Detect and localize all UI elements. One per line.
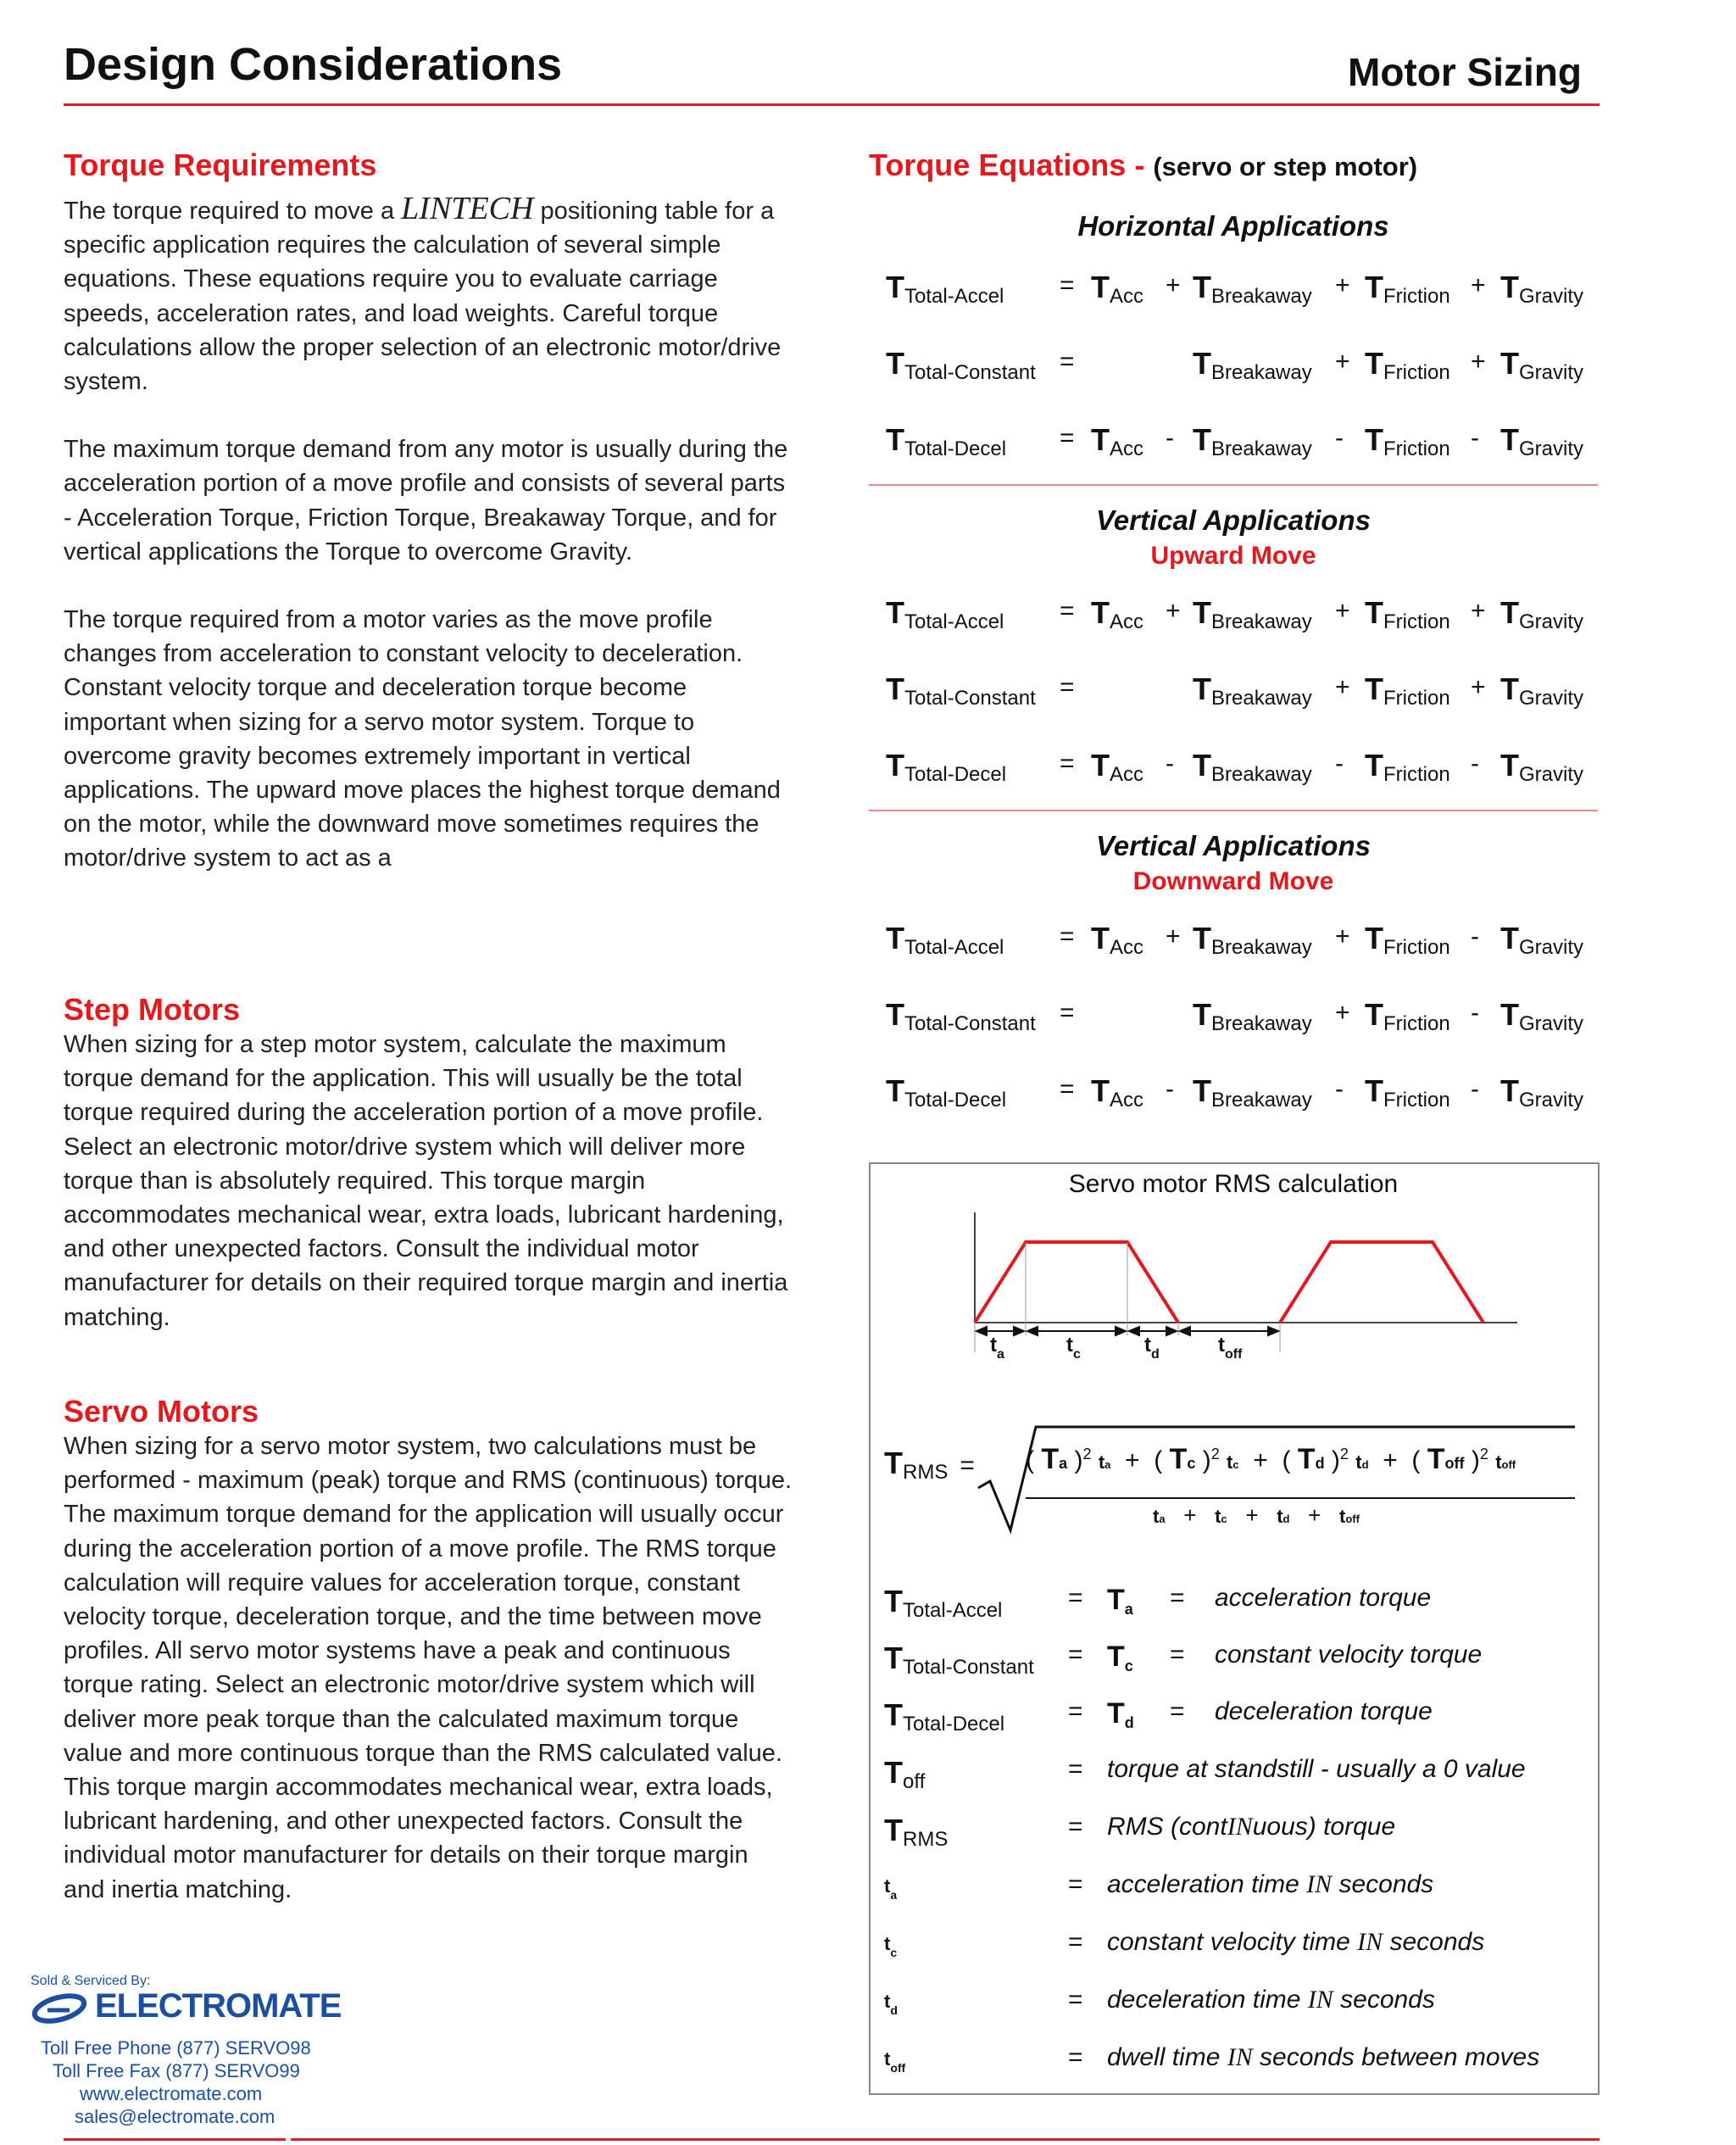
acc-term: TAcc bbox=[1091, 921, 1144, 959]
operator: - bbox=[1471, 999, 1479, 1027]
operator: + bbox=[1335, 673, 1350, 701]
operator: + bbox=[1471, 348, 1486, 376]
def-tc: $t_c$ = constant velocity time IN seconds bbox=[884, 1928, 1485, 1959]
servo-motors-body: When sizing for a servo motor system, two calculations must be performed - maximum (peak) torque and RMS (continuous) torque. The maximum torque demand for the application will usually occur during the acceleration portion of a move profile. The RMS torque calculation will require values for acceleration torque, constant velocity torque, deceleration torque, and the time between move profiles. All servo motor systems have a peak and continuous torque rating. Select an electronic motor/drive system which will deliver more peak torque than the calculated maximum torque value and more continuous torque than the RMS calculated value. This torque margin accommodates mechanical wear, extra loads, lubricant hardening, and other unexpected factors. Consult the individual motor manufacturer for details on their torque margin and inertia matching. bbox=[64, 1433, 793, 1903]
gravity-term: TGravity bbox=[1500, 346, 1584, 384]
step-motors-heading: Step Motors bbox=[64, 992, 241, 1027]
equals: = bbox=[1060, 749, 1075, 777]
rms-box-title: Servo motor RMS calculation bbox=[1068, 1170, 1399, 1198]
p1-start: The torque required to move a bbox=[64, 198, 402, 225]
operator: + bbox=[1335, 999, 1350, 1027]
torque-equation-row bbox=[886, 1073, 1598, 1116]
gravity-term: TGravity bbox=[1500, 921, 1584, 959]
website-link[interactable]: www.electromate.com bbox=[80, 2083, 263, 2104]
operator: + bbox=[1335, 348, 1350, 376]
toll-free-fax: Toll Free Fax (877) SERVO99 bbox=[53, 2060, 300, 2081]
header-rule bbox=[64, 103, 1600, 106]
operator: - bbox=[1471, 1075, 1479, 1103]
torque-equation-row bbox=[886, 346, 1598, 388]
footer-rule bbox=[64, 2138, 286, 2141]
gravity-term: TGravity bbox=[1500, 671, 1584, 710]
operator: + bbox=[1166, 597, 1181, 625]
operator: - bbox=[1471, 424, 1479, 452]
rms-denominator: ta + tc + td + toff bbox=[1153, 1502, 1360, 1528]
equals: = bbox=[1060, 424, 1075, 452]
vertical-down-title: Vertical Applications bbox=[1096, 830, 1371, 861]
equals: = bbox=[1060, 271, 1075, 299]
torque-equation-row bbox=[886, 270, 1598, 312]
friction-term: TFriction bbox=[1365, 997, 1450, 1035]
torque-equation-row bbox=[886, 595, 1598, 638]
torque-equation-row bbox=[886, 748, 1598, 790]
operator: + bbox=[1335, 922, 1350, 950]
breakaway-term: TBreakaway bbox=[1193, 921, 1312, 959]
lintech-brand: LINTECH bbox=[401, 191, 534, 226]
breakaway-term: TBreakaway bbox=[1193, 270, 1312, 308]
lhs-term: TTotal-Accel bbox=[886, 595, 1004, 633]
gravity-term: TGravity bbox=[1500, 997, 1584, 1035]
torque-equations-heading bbox=[869, 148, 1417, 183]
acc-term: TAcc bbox=[1091, 422, 1144, 460]
def-trms: $T_{RMS}$ = RMS (contINuous) torque bbox=[884, 1813, 1396, 1851]
divider bbox=[869, 810, 1598, 811]
operator: + bbox=[1166, 271, 1181, 299]
friction-term: TFriction bbox=[1365, 921, 1450, 959]
operator: - bbox=[1335, 1075, 1344, 1103]
breakaway-term: TBreakaway bbox=[1193, 1073, 1312, 1112]
lhs-term: TTotal-Accel bbox=[886, 270, 1004, 308]
def-td: $t_d$ = deceleration time IN seconds bbox=[884, 1986, 1435, 2017]
equals: = bbox=[1060, 1075, 1075, 1103]
friction-term: TFriction bbox=[1365, 1073, 1450, 1112]
toll-free-phone: Toll Free Phone (877) SERVO98 bbox=[41, 2037, 311, 2059]
acc-term: TAcc bbox=[1091, 748, 1144, 786]
trms-lhs: TRMS = bbox=[884, 1446, 975, 1484]
gravity-term: TGravity bbox=[1500, 422, 1584, 460]
step-motors-body: When sizing for a step motor system, calculate the maximum torque demand for the application. This will usually be the total torque required during the acceleration portion of a move profile. Select an electronic motor/drive system which will deliver more torque than is absolutely required. This torque margin accommodates mechanical wear, extra loads, lubricant hardening, and other unexpected factors. Consult the individual motor manufacturer for details on their required torque margin and inertia matching. bbox=[64, 1031, 788, 1331]
servo-motors-heading: Servo Motors bbox=[64, 1394, 259, 1429]
operator: - bbox=[1335, 424, 1344, 452]
lhs-term: TTotal-Decel bbox=[886, 748, 1007, 786]
move-profile-diagram bbox=[966, 1208, 1526, 1378]
equals: = bbox=[1060, 348, 1075, 376]
operator: - bbox=[1471, 749, 1479, 777]
operator: - bbox=[1166, 749, 1174, 777]
divider bbox=[869, 484, 1598, 486]
equals: = bbox=[1060, 673, 1075, 701]
rms-numerator: ( Ta )$^2$ ta + ( Tc )$^2$ tc + ( Td )$^2$ td + ( Toff )$^2$ toff bbox=[1026, 1443, 1516, 1475]
move-profile-2 bbox=[1280, 1242, 1483, 1323]
ta-label: $t_a$ bbox=[990, 1334, 1004, 1362]
operator: + bbox=[1471, 673, 1486, 701]
breakaway-term: TBreakaway bbox=[1193, 422, 1312, 460]
paragraph-2: The maximum torque demand from any motor is usually during the acceleration portion of a move profile and consists of several parts - Acceleration Torque, Friction Torque, Breakaway Torque, and for vertical applications the Torque to overcome Gravity. bbox=[64, 436, 788, 566]
operator: + bbox=[1471, 597, 1486, 625]
acc-term: TAcc bbox=[1091, 595, 1144, 633]
breakaway-term: TBreakaway bbox=[1193, 997, 1312, 1035]
move-profile-1 bbox=[975, 1242, 1178, 1323]
td-label: $t_d$ bbox=[1144, 1334, 1160, 1362]
gravity-term: TGravity bbox=[1500, 748, 1584, 786]
lhs-term: TTotal-Constant bbox=[886, 346, 1036, 384]
torque-equations-title: Torque Equations - bbox=[869, 148, 1154, 182]
page-title: Design Considerations bbox=[64, 39, 563, 90]
def-total-accel: $T_{Total-Accel}$ = $T_a$ = acceleration torque bbox=[884, 1584, 1432, 1622]
lhs-term: TTotal-Decel bbox=[886, 422, 1007, 460]
breakaway-term: TBreakaway bbox=[1193, 748, 1312, 786]
upward-move-label: Upward Move bbox=[1150, 542, 1316, 570]
lhs-term: TTotal-Decel bbox=[886, 1073, 1007, 1112]
def-total-constant: $T_{Total-Constant}$ = $T_c$ = constant velocity torque bbox=[884, 1641, 1483, 1679]
equals: = bbox=[1060, 999, 1075, 1027]
def-toff: $T_{off}$ = torque at standstill - usually a 0 value bbox=[884, 1755, 1526, 1793]
paragraph-3: The torque required from a motor varies as the move profile changes from acceleration to constant velocity to deceleration. Constant velocity torque and deceleration torque become important when sizing for a servo motor system. Torque to overcome gravity becomes extremely important in vertical applications. The upward move places the highest torque demand on the motor, while the downward move sometimes requires the motor/drive system to act as a bbox=[64, 606, 781, 872]
friction-term: TFriction bbox=[1365, 346, 1450, 384]
p1-end: positioning table for a specific application requires the calculation of several simple equations. These equations require you to evaluate carriage speeds, acceleration rates, and load weights. Careful torque calculations allow the proper selection of an electronic motor/drive system. bbox=[64, 198, 782, 396]
operator: + bbox=[1166, 922, 1181, 950]
tc-label: $t_c$ bbox=[1066, 1334, 1081, 1362]
friction-term: TFriction bbox=[1365, 748, 1450, 786]
torque-requirements-body bbox=[64, 192, 794, 910]
def-total-decel: $T_{Total-Decel}$ = $T_d$ = deceleration torque bbox=[884, 1697, 1433, 1736]
torque-equation-row bbox=[886, 921, 1598, 963]
lhs-term: TTotal-Accel bbox=[886, 921, 1004, 959]
gravity-term: TGravity bbox=[1500, 270, 1584, 308]
paragraph-1 bbox=[64, 192, 794, 398]
torque-requirements-heading: Torque Requirements bbox=[64, 148, 377, 182]
torque-equation-row bbox=[886, 997, 1598, 1039]
friction-term: TFriction bbox=[1365, 422, 1450, 460]
section-title: Motor Sizing bbox=[1348, 50, 1582, 94]
operator: - bbox=[1471, 922, 1479, 950]
acc-term: TAcc bbox=[1091, 1073, 1144, 1112]
gravity-term: TGravity bbox=[1500, 1073, 1584, 1112]
def-toff-time: $t_{off}$ = dwell time IN seconds between moves bbox=[884, 2043, 1540, 2075]
sold-by-label: Sold & Serviced By: bbox=[31, 1974, 151, 1988]
toff-label: $t_{off}$ bbox=[1218, 1334, 1243, 1362]
gravity-term: TGravity bbox=[1500, 595, 1584, 633]
friction-term: TFriction bbox=[1365, 595, 1450, 633]
breakaway-term: TBreakaway bbox=[1193, 595, 1312, 633]
horizontal-applications-title: Horizontal Applications bbox=[1077, 210, 1389, 242]
operator: - bbox=[1166, 424, 1174, 452]
lhs-term: TTotal-Constant bbox=[886, 671, 1036, 710]
electromate-company: ELECTROMATE bbox=[95, 1987, 342, 2025]
electromate-logo-icon bbox=[31, 1992, 92, 2025]
vertical-up-title: Vertical Applications bbox=[1096, 504, 1371, 536]
operator: + bbox=[1335, 597, 1350, 625]
acc-term: TAcc bbox=[1091, 270, 1144, 308]
equals: = bbox=[1060, 922, 1075, 950]
breakaway-term: TBreakaway bbox=[1193, 671, 1312, 710]
email-link[interactable]: sales@electromate.com bbox=[75, 2106, 275, 2127]
downward-move-label: Downward Move bbox=[1132, 867, 1334, 895]
torque-equation-row bbox=[886, 422, 1598, 465]
torque-equations-suffix: (servo or step motor) bbox=[1153, 152, 1418, 181]
friction-term: TFriction bbox=[1365, 270, 1450, 308]
operator: + bbox=[1335, 271, 1350, 299]
def-ta: $t_a$ = acceleration time IN seconds bbox=[884, 1870, 1434, 1902]
torque-equation-row bbox=[886, 671, 1598, 714]
breakaway-term: TBreakaway bbox=[1193, 346, 1312, 384]
operator: - bbox=[1166, 1075, 1174, 1103]
equals: = bbox=[1060, 597, 1075, 625]
friction-term: TFriction bbox=[1365, 671, 1450, 710]
operator: + bbox=[1471, 271, 1486, 299]
footer-rule bbox=[291, 2138, 1600, 2141]
operator: - bbox=[1335, 749, 1344, 777]
lhs-term: TTotal-Constant bbox=[886, 997, 1036, 1035]
